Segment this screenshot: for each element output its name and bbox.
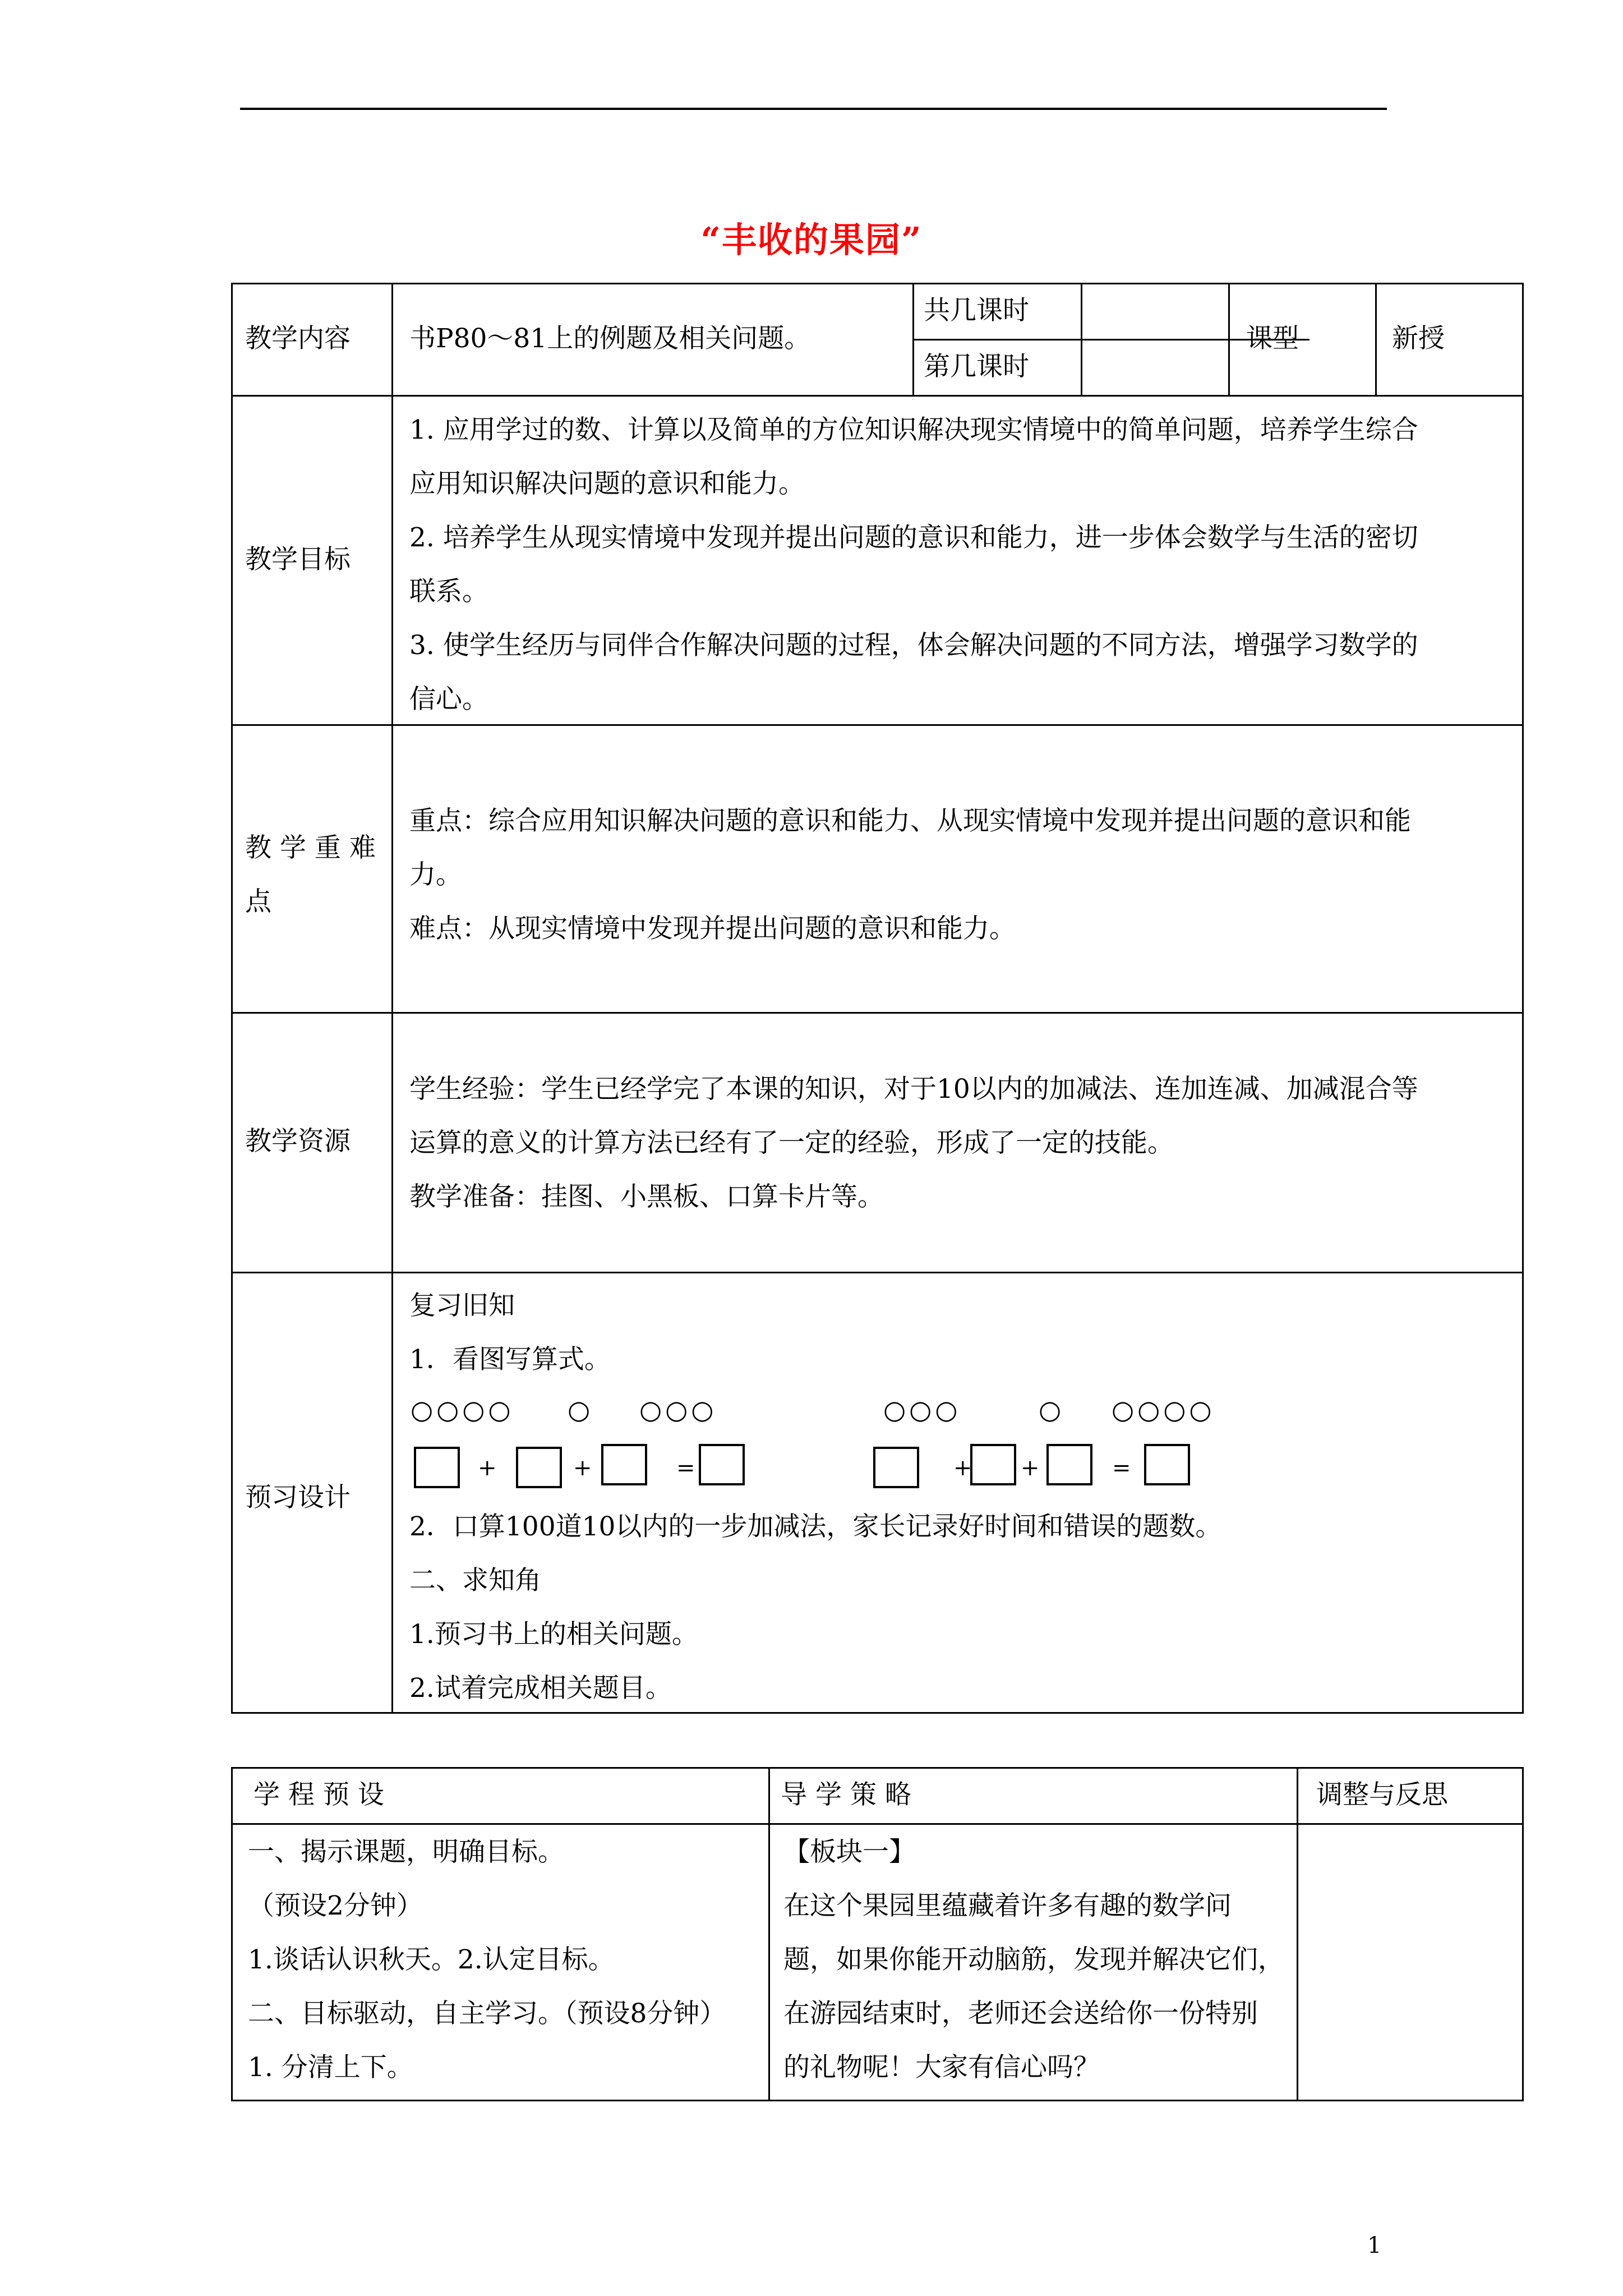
content-label: 教学内容 — [245, 323, 351, 354]
process-line: （预设2分钟） — [248, 1890, 423, 1921]
key-points-line: 重点：综合应用知识解决问题的意识和能力、从现实情境中发现并提出问题的意识和能 — [409, 806, 1411, 836]
resources-line: 学生经验：学生已经学完了本课的知识，对于10以内的加减法、连加连减、加减混合等 — [409, 1074, 1418, 1105]
goals-label: 教学目标 — [245, 544, 351, 575]
lesson-type-label: 课型 — [1246, 323, 1299, 354]
strategy-line: 题，如果你能开动脑筋，发现并解决它们， — [783, 1944, 1284, 1975]
preview-sub-2: 2.试着完成相关题目。 — [409, 1673, 672, 1704]
process-line: 1. 分清上下。 — [248, 2052, 413, 2083]
answer-box[interactable] — [970, 1444, 1016, 1485]
plus-sign: + — [478, 1455, 497, 1481]
resources-label: 教学资源 — [245, 1126, 351, 1157]
goals-line: 联系。 — [409, 576, 488, 607]
goals-line: 2. 培养学生从现实情境中发现并提出问题的意识和能力，进一步体会数学与生活的密切 — [409, 522, 1418, 553]
header-rule — [240, 108, 1387, 110]
nth-hour-label: 第几课时 — [924, 351, 1029, 382]
preview-label: 预习设计 — [245, 1482, 351, 1513]
strategy-line: 在游园结束时，老师还会送给你一份特别 — [783, 1998, 1258, 2029]
key-points-line: 力。 — [409, 859, 462, 890]
circle-group: ○○○○ — [1112, 1395, 1215, 1425]
key-points-label-cont: 点 — [245, 886, 271, 917]
header-strategy: 导 学 策 略 — [781, 1779, 911, 1810]
content-value: 书P80～81上的例题及相关问题。 — [409, 323, 811, 354]
page-number: 1 — [1367, 2233, 1382, 2258]
lesson-type-value: 新授 — [1392, 323, 1445, 354]
key-points-label: 教 学 重 难 — [245, 832, 376, 863]
answer-box[interactable] — [1046, 1444, 1092, 1485]
process-line: 1.谈话认识秋天。2.认定目标。 — [248, 1944, 615, 1975]
preview-section-2: 二、求知角 — [409, 1565, 541, 1596]
header-process: 学 程 预 设 — [253, 1779, 384, 1810]
equals-sign: = — [676, 1455, 695, 1481]
equals-sign: = — [1112, 1455, 1131, 1481]
answer-box[interactable] — [516, 1447, 562, 1488]
strategy-line: 【板块一】 — [783, 1837, 915, 1867]
circle-group: ○○○ — [883, 1395, 961, 1425]
teaching-process-table — [231, 1767, 1524, 2101]
preview-item-2: 2．口算100道10以内的一步加减法，家长记录好时间和错误的题数。 — [409, 1511, 1222, 1542]
preview-review: 复习旧知 — [409, 1290, 515, 1321]
resources-line: 运算的意义的计算方法已经有了一定的经验，形成了一定的技能。 — [409, 1128, 1174, 1158]
circle-group: ○○○ — [639, 1395, 717, 1425]
strategy-line: 在这个果园里蕴藏着许多有趣的数学问 — [783, 1890, 1232, 1921]
strategy-line: 的礼物呢！大家有信心吗？ — [783, 2052, 1100, 2083]
goals-line: 1. 应用学过的数、计算以及简单的方位知识解决现实情境中的简单问题，培养学生综合 — [409, 415, 1418, 445]
answer-box[interactable] — [699, 1444, 745, 1485]
plus-sign: + — [1021, 1455, 1040, 1481]
preview-sub-1: 1.预习书上的相关问题。 — [409, 1619, 698, 1650]
answer-box[interactable] — [601, 1444, 647, 1485]
resources-line: 教学准备：挂图、小黑板、口算卡片等。 — [409, 1181, 884, 1212]
circle-group: ○ — [1039, 1395, 1065, 1425]
circle-group: ○ — [568, 1395, 594, 1425]
header-reflection: 调整与反思 — [1316, 1779, 1448, 1810]
circle-group: ○○○○ — [411, 1395, 514, 1425]
plus-sign: + — [573, 1455, 592, 1481]
process-line: 一、揭示课题，明确目标。 — [248, 1837, 564, 1867]
total-hours-label: 共几课时 — [924, 295, 1029, 326]
answer-box[interactable] — [873, 1447, 919, 1488]
key-points-line: 难点：从现实情境中发现并提出问题的意识和能力。 — [409, 913, 1016, 944]
plus-sign: + — [953, 1455, 972, 1481]
answer-box[interactable] — [1144, 1444, 1190, 1485]
lesson-plan-table — [231, 283, 1524, 1714]
goals-line: 3. 使学生经历与同伴合作解决问题的过程，体会解决问题的不同方法，增强学习数学的 — [409, 630, 1418, 661]
process-line: 二、目标驱动，自主学习。（预设8分钟） — [248, 1998, 726, 2029]
document-title: “丰收的果园” — [700, 219, 923, 260]
preview-item-1: 1．看图写算式。 — [409, 1344, 611, 1375]
goals-line: 信心。 — [409, 684, 488, 715]
goals-line: 应用知识解决问题的意识和能力。 — [409, 468, 805, 499]
answer-box[interactable] — [414, 1447, 460, 1488]
